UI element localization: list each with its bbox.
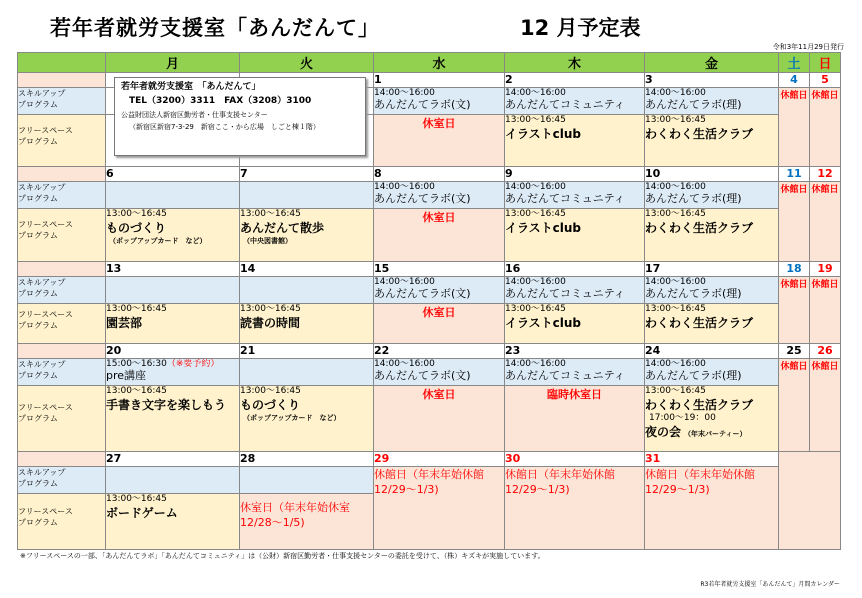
empty-cell xyxy=(240,467,374,494)
closed-cell: 休室日 xyxy=(374,386,505,452)
schedule-cell: 14:00～16:00 あんだんてコミュニティ xyxy=(505,359,645,386)
closed-cell: 休室日 xyxy=(374,115,505,167)
closed-cell: 休館日 xyxy=(810,88,841,167)
schedule-cell: 13:00～16:45 イラストclub xyxy=(505,209,645,262)
header-fri: 金 xyxy=(645,53,779,73)
info-org: 公益財団法人新宿区勤労者・仕事支援センター xyxy=(121,111,268,119)
header-wed: 水 xyxy=(374,53,505,73)
date-cell: 25 xyxy=(779,344,810,359)
schedule-cell: 13:00～16:45 ものづくり （ポップアップカード など） xyxy=(240,386,374,452)
temp-closed-cell: 臨時休室日 xyxy=(505,386,645,452)
date-cell: 7 xyxy=(240,167,374,182)
schedule-cell: 13:00～16:45 ものづくり （ポップアップカード など） xyxy=(106,209,240,262)
date-cell: 17 xyxy=(645,262,779,277)
schedule-cell: 14:00～16:00 あんだんてラボ(理) xyxy=(645,277,779,304)
closed-cell: 休館日 xyxy=(779,88,810,167)
date-cell: 10 xyxy=(645,167,779,182)
empty-cell xyxy=(106,277,240,304)
schedule-cell: 13:00～16:45 わくわく生活クラブ xyxy=(645,209,779,262)
empty-cell xyxy=(240,277,374,304)
empty-cell xyxy=(240,182,374,209)
date-cell: 18 xyxy=(779,262,810,277)
header-tue: 火 xyxy=(240,53,374,73)
schedule-cell: 13:00～16:45 手書き文字を楽しもう xyxy=(106,386,240,452)
date-cell: 4 xyxy=(779,73,810,88)
schedule-cell: 13:00～16:45 ボードゲーム xyxy=(106,494,240,550)
free-label: フリースペース プログラム xyxy=(18,209,106,262)
date-cell: 20 xyxy=(106,344,240,359)
date-cell: 31 xyxy=(645,452,779,467)
issued-date: 令和3年11月29日発行 xyxy=(772,43,844,51)
date-cell: 11 xyxy=(779,167,810,182)
skill-label: スキルアップ プログラム xyxy=(18,88,106,115)
free-label: フリースペース プログラム xyxy=(18,304,106,344)
schedule-cell: 14:00～16:00 あんだんてラボ(理) xyxy=(645,359,779,386)
skill-label: スキルアップ プログラム xyxy=(18,277,106,304)
contact-info-box xyxy=(114,77,366,156)
skill-label: スキルアップ プログラム xyxy=(18,359,106,386)
free-label: フリースペース プログラム xyxy=(18,115,106,167)
empty-cell xyxy=(240,359,374,386)
week2-free-row xyxy=(18,209,841,262)
date-cell: 13 xyxy=(106,262,240,277)
holiday-cell: 休室日（年末年始休室 12/28～1/5) xyxy=(240,494,374,550)
schedule-cell: 14:00～16:00 あんだんてラボ(理) xyxy=(645,88,779,115)
date-cell: 12 xyxy=(810,167,841,182)
empty-cell xyxy=(18,167,106,182)
closed-cell: 休館日 xyxy=(779,277,810,344)
empty-cell xyxy=(106,467,240,494)
week2-date-row xyxy=(18,167,841,182)
info-name: 若年者就労支援室 「あんだんて」 xyxy=(121,82,261,92)
date-cell: 28 xyxy=(240,452,374,467)
weekday-header-row xyxy=(18,53,841,73)
date-cell: 2 xyxy=(505,73,645,88)
skill-label: スキルアップ プログラム xyxy=(18,182,106,209)
schedule-cell: 13:00～16:45 わくわく生活クラブ 17:00～19：00 夜の会 （年末パーティー） xyxy=(645,386,779,452)
week2-skill-row xyxy=(18,182,841,209)
week1-label-blank xyxy=(18,73,106,88)
closed-cell: 休館日 xyxy=(810,182,841,262)
empty-cell xyxy=(18,262,106,277)
date-cell: 23 xyxy=(505,344,645,359)
header-thu: 木 xyxy=(505,53,645,73)
empty-cell xyxy=(18,344,106,359)
schedule-cell: 14:00～16:00 あんだんてラボ(文) xyxy=(374,359,505,386)
info-address: （新宿区新宿7-3-29 新宿ここ・から広場 しごと棟１階） xyxy=(129,123,320,131)
date-cell: 30 xyxy=(505,452,645,467)
schedule-cell: 14:00～16:00 あんだんてラボ(理) xyxy=(645,182,779,209)
closed-cell: 休館日 xyxy=(810,277,841,344)
footer-caption: R3若年者就労支援室「あんだんて」月間カレンダー xyxy=(700,581,840,588)
corner-cell xyxy=(18,53,106,73)
closed-cell: 休室日 xyxy=(374,304,505,344)
schedule-cell: 14:00～16:00 あんだんてラボ(文) xyxy=(374,182,505,209)
page-title: 若年者就労支援室「あんだんて」 xyxy=(50,16,380,40)
date-cell: 26 xyxy=(810,344,841,359)
date-cell: 6 xyxy=(106,167,240,182)
closed-cell: 休館日 xyxy=(779,359,810,452)
holiday-cell: 休館日（年末年始休館 12/29～1/3) xyxy=(374,467,505,550)
closed-cell: 休館日 xyxy=(779,182,810,262)
schedule-cell: 13:00～16:45 わくわく生活クラブ xyxy=(645,115,779,167)
page-subtitle: 12 月予定表 xyxy=(520,16,641,40)
date-cell: 16 xyxy=(505,262,645,277)
date-cell: 9 xyxy=(505,167,645,182)
free-label: フリースペース プログラム xyxy=(18,494,106,550)
week3-skill-row xyxy=(18,277,841,304)
week4-skill-row xyxy=(18,359,841,386)
schedule-cell: 13:00～16:45 わくわく生活クラブ xyxy=(645,304,779,344)
date-cell: 14 xyxy=(240,262,374,277)
empty-cell xyxy=(779,452,841,550)
schedule-cell: 13:00～16:45 イラストclub xyxy=(505,304,645,344)
date-cell: 8 xyxy=(374,167,505,182)
date-cell: 22 xyxy=(374,344,505,359)
header-sun: 日 xyxy=(810,53,841,73)
schedule-cell: 14:00～16:00 あんだんてコミュニティ xyxy=(505,182,645,209)
schedule-cell: 13:00～16:45 イラストclub xyxy=(505,115,645,167)
footnote: ※フリースペースの一部、「あんだんてラボ」「あんだんてコミュニティ」は（公財）新宿区勤労者・仕事支援センターの委託を受けて、（株）キズキが実施しています。 xyxy=(20,552,545,560)
schedule-cell: 14:00～16:00 あんだんてコミュニティ xyxy=(505,277,645,304)
closed-cell: 休室日 xyxy=(374,209,505,262)
schedule-cell: 14:00～16:00 あんだんてラボ(文) xyxy=(374,277,505,304)
date-cell: 21 xyxy=(240,344,374,359)
date-cell: 15 xyxy=(374,262,505,277)
week3-free-row xyxy=(18,304,841,344)
date-cell: 29 xyxy=(374,452,505,467)
holiday-cell: 休館日（年末年始休館 12/29～1/3) xyxy=(645,467,779,550)
closed-cell: 休館日 xyxy=(810,359,841,452)
skill-label: スキルアップ プログラム xyxy=(18,467,106,494)
date-cell: 24 xyxy=(645,344,779,359)
date-cell: 3 xyxy=(645,73,779,88)
week4-date-row xyxy=(18,344,841,359)
week3-date-row xyxy=(18,262,841,277)
schedule-cell: 13:00～16:45 園芸部 xyxy=(106,304,240,344)
info-phone: TEL（3200）3311 FAX（3208）3100 xyxy=(129,96,312,106)
schedule-cell: 13:00～16:45 あんだんて散歩 （中央図書館） xyxy=(240,209,374,262)
date-cell: 5 xyxy=(810,73,841,88)
schedule-cell: 15:00～16:30（※要予約） pre講座 xyxy=(106,359,240,386)
schedule-cell: 14:00～16:00 あんだんてラボ(文) xyxy=(374,88,505,115)
schedule-cell: 14:00～16:00 あんだんてコミュニティ xyxy=(505,88,645,115)
week4-free-row xyxy=(18,386,841,452)
empty-cell xyxy=(106,182,240,209)
date-cell: 1 xyxy=(374,73,505,88)
holiday-cell: 休館日（年末年始休館 12/29～1/3) xyxy=(505,467,645,550)
date-cell: 19 xyxy=(810,262,841,277)
empty-cell xyxy=(18,452,106,467)
header-mon: 月 xyxy=(106,53,240,73)
week5-date-row xyxy=(18,452,841,467)
free-label: フリースペース プログラム xyxy=(18,386,106,452)
schedule-cell: 13:00～16:45 読書の時間 xyxy=(240,304,374,344)
week5-skill-row xyxy=(18,467,841,494)
date-cell: 27 xyxy=(106,452,240,467)
header-sat: 土 xyxy=(779,53,810,73)
